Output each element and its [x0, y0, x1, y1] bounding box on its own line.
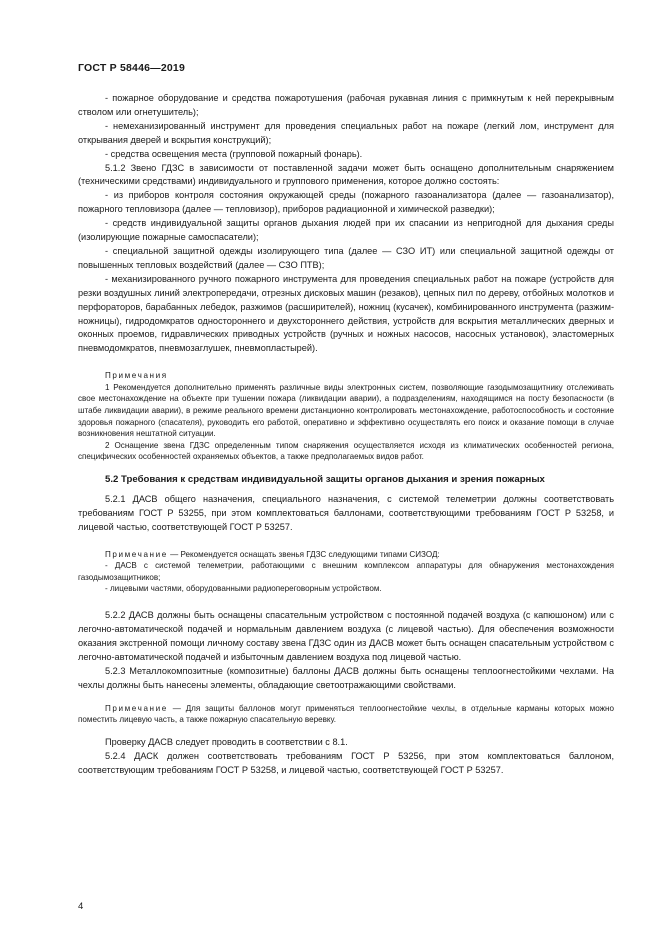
list-item: - специальной защитной одежды изолирующего типа (далее — СЗО ИТ) или специальной защитной одежды от повышенных тепловых воздействий (далее — СЗО ПТВ); — [78, 245, 614, 270]
note-paragraph — [78, 703, 614, 726]
paragraph-5-1-2: 5.1.2 Звено ГДЗС в зависимости от поставленной задачи может быть оснащено дополнительным снаряжением (техническими средствами) индивидуального и группового применения, которое должно состоять: — [78, 162, 614, 187]
notes-label: Примечания — [105, 371, 168, 381]
note-item: - лицевыми частями, оборудованными радиопереговорным устройством. — [105, 584, 382, 594]
note-paragraph — [78, 549, 614, 561]
list-item: - механизированного ручного пожарного инструмента для проведения специальных работ на пожаре (устройств для резки воздушных линий электропередачи, отрезных дисковых машин (резаков), цепных пил по дереву, отбойных молотков и перфораторов, барабанных лебедок, разжимов (расширителей), ножниц (кусачек), комбинированного инструмента (разжим-ножницы), гидродомкратов одностороннего и двухстороннего действия, устройств для вскрытия металлических дверных и оконных проемов, гидравлических приводных устройств (ручных и ножных насосов, насосных установок), эластомерных пневмодомкратов, пневмозаглушек, пневмопластырей). — [78, 273, 614, 354]
document-header: ГОСТ Р 58446—2019 — [78, 62, 186, 74]
note-text: — Для защиты баллонов могут применяться теплоогнестойкие чехлы, в отдельные карманы которых можно поместить лицевую часть, а также пожарную спасательную веревку. — [78, 703, 614, 725]
list-item: - пожарное оборудование и средства пожаротушения (рабочая рукавная линия с примкнутым к ней перекрывным стволом или огнетушитель); — [78, 93, 614, 117]
note-item: 2 Оснащение звена ГДЗС определенным типом снаряжения осуществляется исходя из климатических особенностей региона, специфических особенностей охраняемых объектов, а также предполагаемых видов работ. — [78, 440, 614, 462]
list-item: - из приборов контроля состояния окружающей среды (пожарного газоанализатора (далее — газоанализатор), пожарного тепловизора (далее — тепловизор), приборов радиационной и химической разведки); — [78, 190, 614, 215]
section-heading: 5.2 Требования к средствам индивидуальной защиты органов дыхания и зрения пожарных — [105, 473, 545, 485]
note-item: 1 Рекомендуется дополнительно применять различные виды электронных систем, позволяющие газодымозащитнику отслеживать свое местонахождение на объекте при тушении пожара (ликвидации аварии), а подразделениям, находящимся на посту безопасности (в штабе ликвидации аварии), в режиме реального времени дистанционно контролировать местонахождение, работоспособность и состояние здоровья пожарного (спасателя), руководить его работой, оперативно и эффективно осуществлять его поиск и оказание помощи в случае возникновения нештатной ситуации. — [78, 382, 614, 439]
paragraph-check: Проверку ДАСВ следует проводить в соответствии с 8.1. — [105, 736, 348, 747]
note-text: — Рекомендуется оснащать звенья ГДЗС следующими типами СИЗОД: — [170, 549, 440, 559]
paragraph-5-2-2: 5.2.2 ДАСВ должны быть оснащены спасательным устройством с постоянной подачей воздуха (с капюшоном) или с легочно-автоматической подачей и нормальным давлением воздуха (с лицевой частью). Для обеспечения возможности оказания экстренной помощи личному составу звена ГДЗС один из ДАСВ может быть оснащен спасательным устройством с легочно-автоматической подачей и избыточным давлением воздуха под лицевой частью. — [78, 610, 614, 662]
list-item: - немеханизированный инструмент для проведения специальных работ на пожаре (легкий лом, инструмент для открывания дверей и вскрытия конструкций); — [78, 120, 614, 145]
paragraph-5-2-1: 5.2.1 ДАСВ общего назначения, специального назначения, с системой телеметрии должны соответствовать требованиям ГОСТ Р 53255, при этом комплектоваться баллонами, соответствующими требованиям ГОСТ Р 53258, и лицевой частью, соответствующей ГОСТ Р 53257. — [78, 493, 614, 532]
note-label: Примечание — [105, 703, 168, 713]
paragraph-5-2-3: 5.2.3 Металлокомпозитные (композитные) баллоны ДАСВ должны быть оснащены теплоогнестойкими чехлами. На чехлы должны быть нанесены элементы, обладающие светоотражающими свойствами. — [78, 665, 614, 690]
paragraph-5-2-4: 5.2.4 ДАСК должен соответствовать требованиям ГОСТ Р 53256, при этом комплектоваться баллоном, соответствующим требованиям ГОСТ Р 53258, и лицевой частью, соответствующей ГОСТ Р 53257. — [78, 750, 614, 775]
list-item: - средств индивидуальной защиты органов дыхания людей при их спасании из непригодной для дыхания среды (изолирующие пожарные самоспасатели); — [78, 218, 614, 243]
page-number: 4 — [78, 901, 84, 912]
page-content — [78, 92, 614, 777]
note-label: Примечание — [105, 549, 168, 559]
list-item: - средства освещения места (групповой пожарный фонарь). — [105, 148, 363, 159]
note-item: - ДАСВ с системой телеметрии, работающими с внешним комплексом аппаратуры для обнаружения местонахождения газодымозащитников; — [78, 561, 614, 582]
